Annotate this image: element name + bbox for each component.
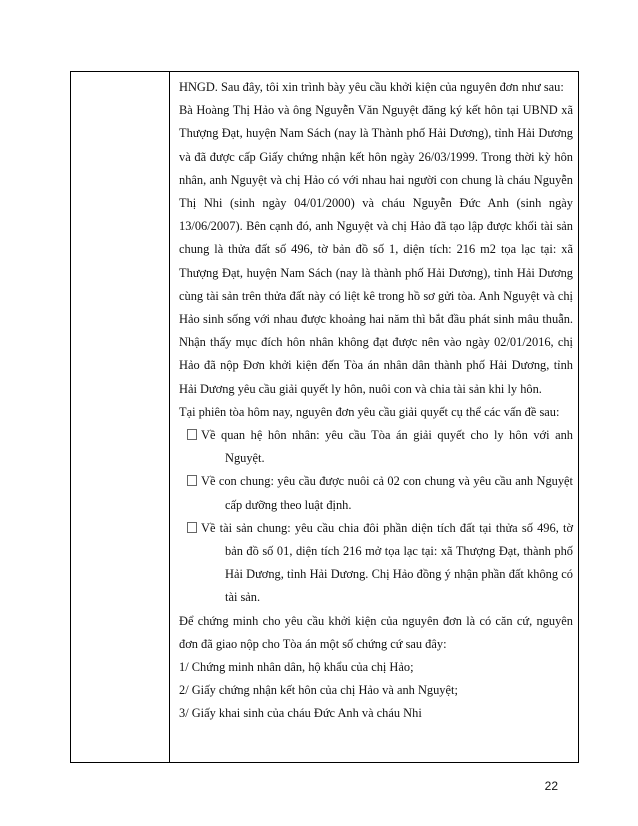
checkbox-icon (187, 475, 197, 486)
bullet-text: Về tài sản chung: yêu cầu chia đôi phần diện tích đất tại thửa số 496, tờ bản đồ số 01, diện tích 216 mở tọa lạc tại: xã Thượng Đạt, thành phố Hải Dương, tỉnh Hải Dương. Chị Hảo đồng ý nhận phần đất không có tài sản. (201, 520, 573, 605)
column-divider (169, 72, 170, 762)
paragraph-evidence-intro: Để chứng minh cho yêu cầu khởi kiện của nguyên đơn là có căn cứ, nguyên đơn đã giao nộp cho Tòa án một số chứng cứ sau đây: (179, 613, 573, 651)
document-content (179, 76, 573, 726)
bullet-marriage (179, 424, 573, 470)
page-number: 22 (544, 779, 558, 793)
document-table (70, 71, 579, 763)
checkbox-icon (187, 429, 197, 440)
evidence-item-3: 3/ Giấy khai sinh của cháu Đức Anh và cháu Nhi (179, 706, 422, 721)
bullet-children (179, 470, 573, 516)
checkbox-icon (187, 522, 197, 533)
bullet-text: Về con chung: yêu cầu được nuôi cả 02 con chung và yêu cầu anh Nguyệt cấp dưỡng theo luật định. (201, 474, 573, 512)
evidence-item-1: 1/ Chứng minh nhân dân, hộ khẩu của chị Hảo; (179, 660, 414, 675)
paragraph-intro: HNGD. Sau đây, tôi xin trình bày yêu cầu khởi kiện của nguyên đơn như sau: (179, 80, 564, 94)
evidence-item-2: 2/ Giấy chứng nhận kết hôn của chị Hảo và anh Nguyệt; (179, 683, 458, 698)
paragraph-background: Bà Hoàng Thị Hảo và ông Nguyễn Văn Nguyệt đăng ký kết hôn tại UBND xã Thượng Đạt, huyện Nam Sách (nay là Thành phố Hải Dương), tỉnh Hải Dương và đã được cấp Giấy chứng nhận kết hôn ngày 26/03/1999. Trong thời kỳ hôn nhân, anh Nguyệt và chị Hảo có với nhau hai người con chung là cháu Nguyễn Thị Nhi (sinh ngày 04/01/2000) và cháu Nguyễn Đức Anh (sinh ngày 13/06/2007). Bên cạnh đó, anh Nguyệt và chị Hảo đã tạo lập được khối tài sản chung là thửa đất số 496, tờ bản đồ số 1, diện tích: 216 m2 tọa lạc tại: xã Thượng Đạt, huyện Nam Sách (nay là thành phố Hải Dương), tỉnh Hải Dương cùng tài sản trên thửa đất này có liệt kê trong hồ sơ gửi tòa. Anh Nguyệt và chị Hảo sinh sống với nhau được khoảng hai năm thì bắt đầu phát sinh mâu thuẫn. Nhận thấy mục đích hôn nhân không đạt được nên vào ngày 02/01/2016, chị Hảo đã nộp Đơn khởi kiện đến Tòa án nhân dân thành phố Hải Dương, tỉnh Hải Dương yêu cầu giải quyết ly hôn, nuôi con và chia tài sản khi ly hôn. (179, 103, 573, 396)
bullet-property (179, 517, 573, 610)
paragraph-requests: Tại phiên tòa hôm nay, nguyên đơn yêu cầu giải quyết cụ thể các vấn đề sau: (179, 404, 560, 419)
bullet-text: Về quan hệ hôn nhân: yêu cầu Tòa án giải quyết cho ly hôn với anh Nguyệt. (201, 428, 573, 466)
